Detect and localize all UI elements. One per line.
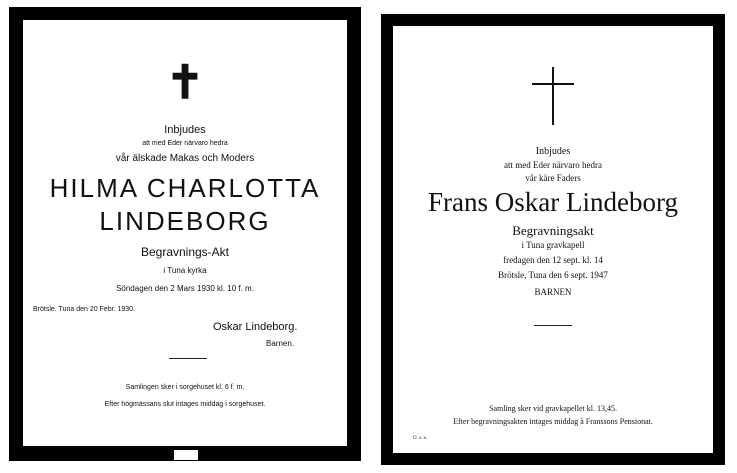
printer-mark <box>174 450 198 460</box>
ceremony-title: Begravningsakt <box>512 223 594 238</box>
invite-heading: Inbjudes <box>535 146 571 157</box>
deceased-name: Frans Oskar Lindeborg <box>428 187 678 217</box>
gathering-note: Samlingen sker i sorgehuset kl. 6 f. m. <box>125 384 245 391</box>
meal-note: Efter högmässans slut intages middag i sorgehuset. <box>104 401 266 408</box>
divider-line <box>169 358 207 359</box>
invite-line-2: att med Eder närvaro hedra <box>142 140 228 147</box>
osa-note: O. s. a. <box>413 436 428 441</box>
invite-heading: Inbjudes <box>164 124 206 136</box>
meal-note: Efter begravningsakten intages middag å Franssons Pensionat. <box>453 417 653 426</box>
ceremony-title: Begravnings-Akt <box>140 245 230 259</box>
date-line: fredagen den 12 sept. kl. 14 <box>503 255 603 265</box>
left-card-content <box>23 20 347 446</box>
church-line: i Tuna kyrka <box>163 266 207 275</box>
invite-line-2: att med Eder närvaro hedra <box>504 160 602 170</box>
date-line: Söndagen den 2 Mars 1930 kl. 10 f. m. <box>116 284 254 293</box>
invite-line-3: vår käre Faders <box>525 173 581 183</box>
chapel-line: i Tuna gravkapell <box>521 240 585 250</box>
deceased-first-names: HILMA CHARLOTTA <box>49 173 321 203</box>
signer-name: Oskar Lindeborg. <box>213 321 298 333</box>
invite-line-3: vår älskade Makas och Moders <box>115 153 255 164</box>
gathering-note: Samling sker vid gravkapellet kl. 13,45. <box>489 404 617 413</box>
divider-line <box>534 325 572 326</box>
deceased-surname: LINDEBORG <box>99 206 271 236</box>
cross-icon <box>530 67 576 125</box>
cross-icon: ✝ <box>165 57 205 108</box>
children-signature: Barnen. <box>266 339 295 348</box>
place-date: Brötsle. Tuna den 20 Febr. 1930. <box>33 306 135 313</box>
children-signature: BARNEN <box>534 287 572 297</box>
place-date: Brötsle, Tuna den 6 sept. 1947 <box>498 270 608 280</box>
right-card-content <box>393 26 713 453</box>
